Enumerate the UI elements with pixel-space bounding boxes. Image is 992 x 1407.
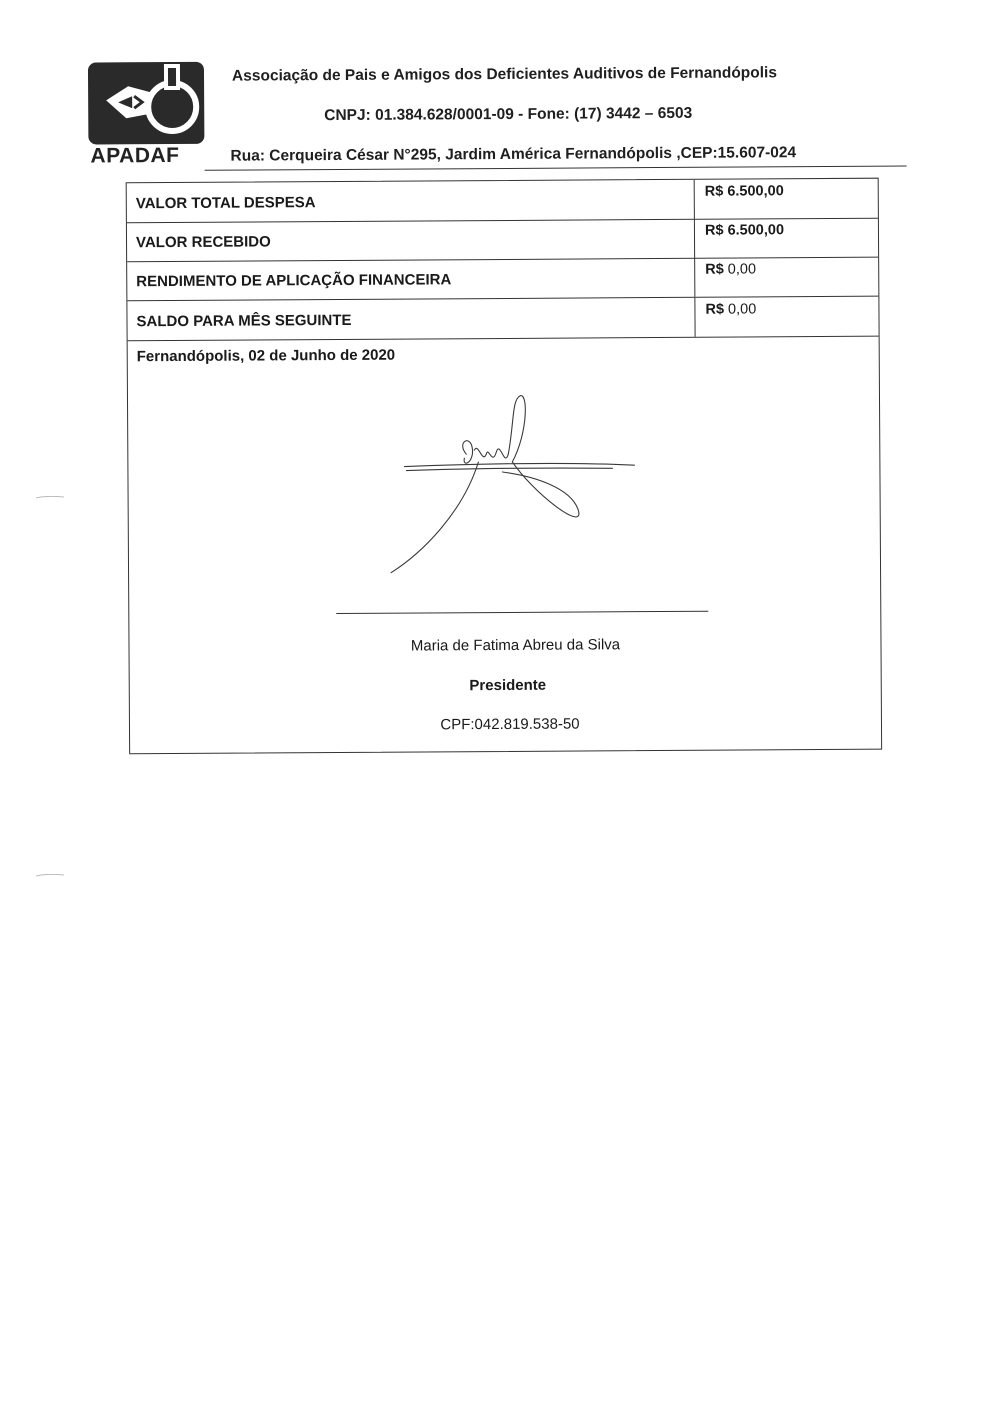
row-label: RENDIMENTO DE APLICAÇÃO FINANCEIRA [136,271,452,291]
apadaf-logo [88,62,207,168]
row-value: R$ 6.500,00 [704,222,785,239]
row-investment-income [127,257,878,302]
row-label: VALOR RECEBIDO [135,233,271,252]
logo-text: APADAF [90,143,180,168]
place-date: Fernandópolis, 02 de Junho de 2020 [136,346,396,366]
row-label: VALOR TOTAL DESPESA [135,194,316,213]
value-cell [694,297,878,337]
header-rule [205,166,907,171]
address: Rua: Cerqueira César N°295, Jardim América Fernandópolis ,CEP:15.607-024 [230,144,797,165]
handwritten-signature [382,391,643,583]
logo-emblem [88,62,204,145]
row-value: R$ 0,00 [705,261,757,278]
cnpj-phone: CNPJ: 01.384.628/0001-09 - Fone: (17) 3442 – 6503 [324,104,693,125]
row-value: R$ 6.500,00 [704,183,784,200]
logo-ear-icon [88,62,204,145]
row-total-expense [127,179,878,224]
row-balance-next-month [127,297,878,342]
value-cell [694,218,878,258]
signer-role: Presidente [469,676,547,695]
signer-cpf: CPF:042.819.538-50 [440,715,580,734]
organization-name: Associação de Pais e Amigos dos Deficientes Auditivos de Fernandópolis [231,64,777,85]
row-amount-received [127,218,878,263]
value-cell [694,179,878,219]
row-value: R$ 0,00 [705,301,757,318]
scan-artifact [36,874,64,877]
row-label: SALDO PARA MÊS SEGUINTE [136,311,352,331]
scan-artifact [36,496,64,499]
value-cell [694,257,878,297]
signer-name: Maria de Fatima Abreu da Silva [410,636,621,655]
